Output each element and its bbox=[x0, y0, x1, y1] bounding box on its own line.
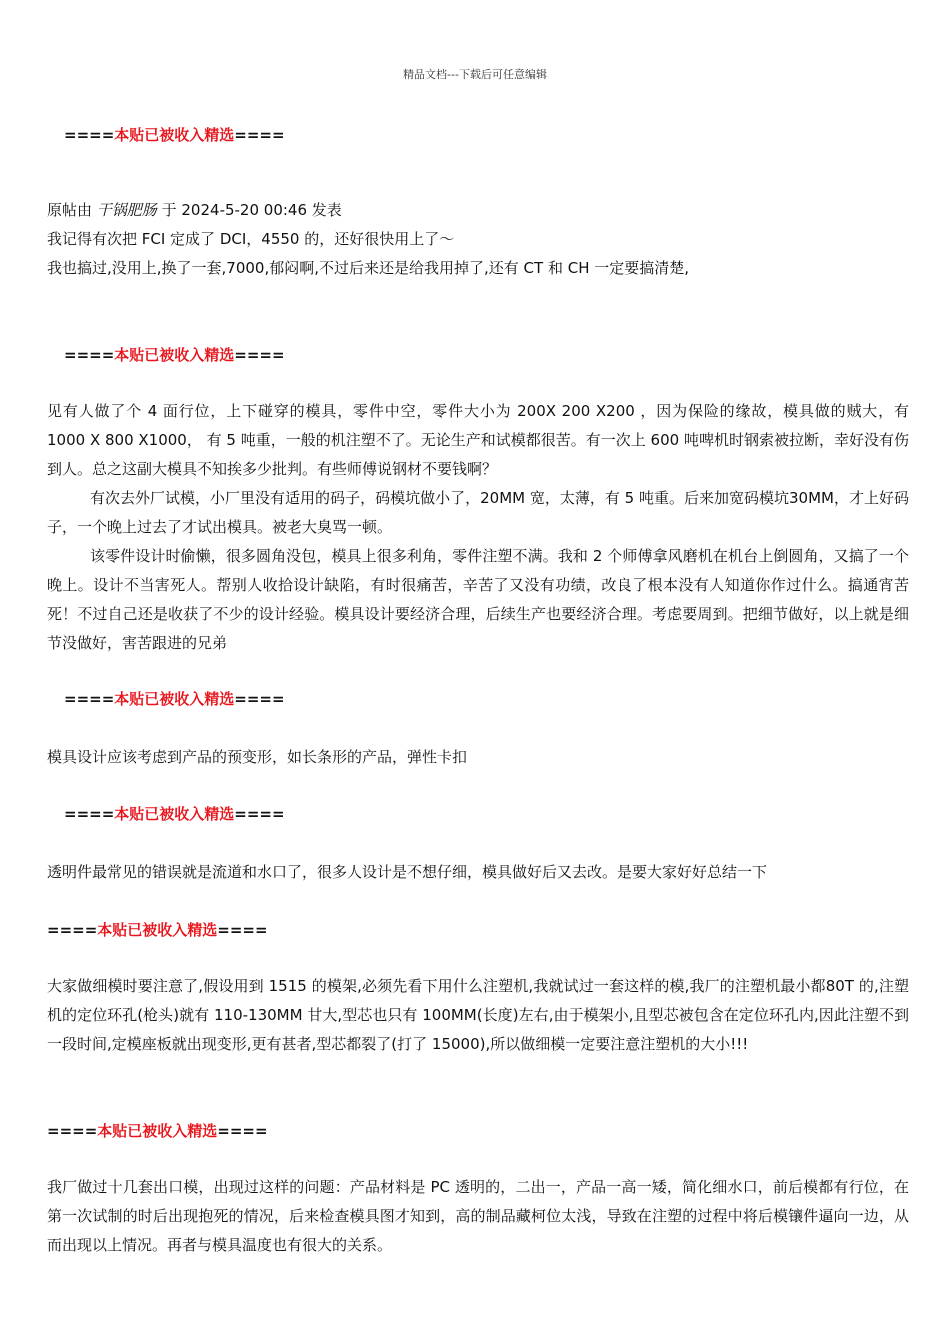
featured-marker bbox=[64, 124, 285, 145]
post-paragraph: 透明件最常见的错误就是流道和水口了，很多人设计是不想仔细，模具做好后又去改。是要大家好好总结一下 bbox=[47, 863, 768, 881]
quote-datetime: 2024-5-20 00:46 bbox=[181, 201, 308, 219]
marker-eq-right: ==== bbox=[217, 921, 268, 939]
quote-line-3: 我也搞过,没用上,换了一套,7000,郁闷啊,不过后来还是给我用掉了,还有 CT 和 CH 一定要搞清楚, bbox=[47, 259, 690, 277]
post-body bbox=[47, 858, 909, 887]
marker-text: 本贴已被收入精选 bbox=[114, 126, 235, 144]
featured-marker bbox=[64, 688, 285, 709]
post-body bbox=[47, 397, 909, 658]
post-paragraph: 模具设计应该考虑到产品的预变形，如长条形的产品，弹性卡扣 bbox=[47, 748, 468, 766]
featured-marker bbox=[64, 344, 285, 365]
quote-mid: 于 bbox=[161, 201, 177, 219]
quote-suffix: 发表 bbox=[311, 201, 342, 219]
marker-text: 本贴已被收入精选 bbox=[114, 690, 235, 708]
marker-eq-left: ==== bbox=[47, 1122, 98, 1140]
featured-marker bbox=[47, 1120, 268, 1141]
marker-text: 本贴已被收入精选 bbox=[114, 805, 235, 823]
featured-marker bbox=[47, 919, 268, 940]
marker-text: 本贴已被收入精选 bbox=[97, 921, 218, 939]
marker-eq-right: ==== bbox=[234, 805, 285, 823]
marker-eq-right: ==== bbox=[234, 346, 285, 364]
marker-eq-right: ==== bbox=[234, 126, 285, 144]
post-body bbox=[47, 743, 909, 772]
marker-eq-left: ==== bbox=[64, 690, 115, 708]
quote-block bbox=[47, 196, 909, 283]
marker-text: 本贴已被收入精选 bbox=[114, 346, 235, 364]
page-header: 精品文档---下载后可任意编辑 bbox=[403, 68, 547, 81]
quote-prefix: 原帖由 bbox=[47, 201, 93, 219]
marker-eq-left: ==== bbox=[64, 805, 115, 823]
featured-marker bbox=[64, 803, 285, 824]
marker-eq-left: ==== bbox=[47, 921, 98, 939]
quote-attribution bbox=[47, 196, 909, 225]
marker-eq-right: ==== bbox=[234, 690, 285, 708]
post-paragraph: 见有人做了个 4 面行位，上下碰穿的模具，零件中空，零件大小为 200X 200 X200 ，因为保险的缘故，模具做的贼大，有 1000 X 800 X1000， 有 5 吨重，一般的机注塑不了。无论生产和试模都很苦。有一次上 600 吨啤机时钢索被拉断，幸好没有伤到人。总之这副大模具不知挨多少批判。有些师傅说钢材不要钱啊？ bbox=[47, 402, 909, 478]
post-paragraph: 我厂做过十几套出口模，出现过这样的问题：产品材料是 PC 透明的，二出一，产品一高一矮，简化细水口，前后模都有行位，在第一次试制的时后出现抱死的情况，后来检查模具图才知到，高的制品藏柯位太浅，导致在注塑的过程中将后模镶件逼向一边，从而出现以上情况。再者与模具温度也有很大的关系。 bbox=[47, 1178, 909, 1254]
post-body bbox=[47, 1173, 909, 1260]
quote-author: 干锅肥肠 bbox=[96, 201, 157, 219]
post-paragraph: 该零件设计时偷懒，很多圆角没包，模具上很多利角，零件注塑不满。我和 2 个师傅拿风磨机在机台上倒圆角，又搞了一个晚上。设计不当害死人。帮别人收拾设计缺陷，有时很痛苦，辛苦了又没有功绩，改良了根本没有人知道你作过什么。搞通宵苦死！不过自己还是收获了不少的设计经验。模具设计要经济合理，后续生产也要经济合理。考虑要周到。把细节做好，以上就是细节没做好，害苦跟进的兄弟 bbox=[47, 547, 909, 652]
marker-eq-left: ==== bbox=[64, 346, 115, 364]
post-paragraph: 有次去外厂试模，小厂里没有适用的码子，码模坑做小了，20MM 宽，太薄，有 5 吨重。后来加宽码模坑30MM，才上好码子，一个晚上过去了才试出模具。被老大臭骂一顿。 bbox=[47, 489, 909, 536]
quote-line-2: 我记得有次把 FCI 定成了 DCI，4550 的，还好很快用上了～ bbox=[47, 230, 455, 248]
post-paragraph: 大家做细模时要注意了,假设用到 1515 的模架,必须先看下用什么注塑机,我就试过一套这样的模,我厂的注塑机最小都80T 的,注塑机的定位环孔(枪头)就有 110-130MM 甘大,型芯也只有 100MM(长度)左右,由于模架小,且型芯被包含在定位环孔内,因此注塑不到一段时间,定模座板就出现变形,更有甚者,型芯都裂了(打了 15000),所以做细模一定要注意注塑机的大小!!! bbox=[47, 977, 909, 1053]
marker-eq-right: ==== bbox=[217, 1122, 268, 1140]
marker-text: 本贴已被收入精选 bbox=[97, 1122, 218, 1140]
marker-eq-left: ==== bbox=[64, 126, 115, 144]
post-body bbox=[47, 972, 909, 1059]
